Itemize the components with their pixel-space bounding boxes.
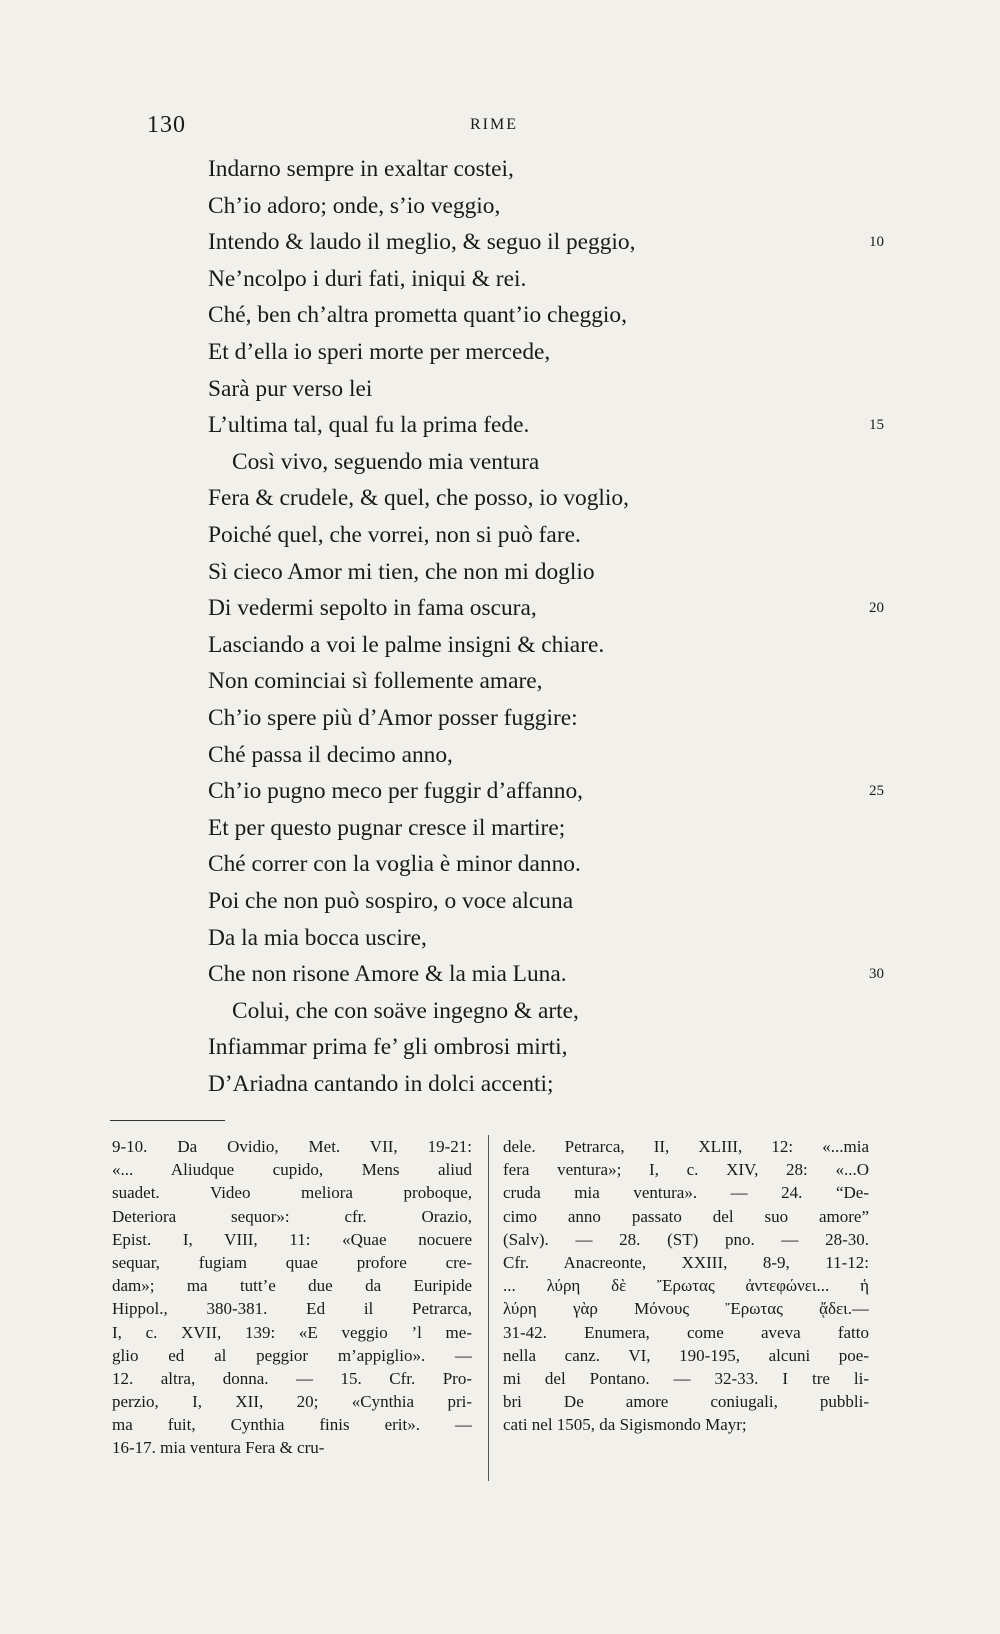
verse-line: Lasciando a voi le palme insigni & chiare. (208, 631, 605, 658)
verse-line: Non cominciai sì follemente amare, (208, 668, 543, 695)
footnote-line: cimo anno passato del suo amore” (503, 1206, 869, 1226)
verse-line: Così vivo, seguendo mia ventura (232, 448, 540, 475)
footnote-line: sequar, fugiam quae profore cre- (112, 1252, 472, 1272)
footnote-line: nella canz. VI, 190-195, alcuni poe- (503, 1345, 869, 1365)
footnote-line: «... Aliudque cupido, Mens aliud (112, 1160, 472, 1180)
line-number: 10 (869, 234, 884, 251)
line-number: 30 (869, 966, 884, 983)
verse-line: Ch’io pugno meco per fuggir d’affanno, (208, 778, 584, 805)
line-number: 25 (869, 783, 884, 800)
verse-line: Ché, ben ch’altra prometta quant’io cheggio, (208, 302, 627, 329)
footnote-rule (110, 1120, 225, 1121)
footnote-line: Deteriora sequor»: cfr. Orazio, (112, 1206, 472, 1226)
footnote-line: dam»; ma tutt’e due da Euripide (112, 1276, 472, 1296)
footnote-line: ma fuit, Cynthia finis erit». — (112, 1415, 472, 1435)
footnote-line: Epist. I, VIII, 11: «Quae nocuere (112, 1229, 472, 1249)
running-head: RIME (470, 116, 518, 133)
line-number: 15 (869, 417, 884, 434)
footnote-line: ... λύρη δὲ Ἔρωτας ἀντεφώνει... ἡ (503, 1276, 869, 1296)
verse-line: Et d’ella io speri morte per mercede, (208, 339, 551, 365)
verse-line: Ch’io adoro; onde, s’io veggio, (208, 192, 501, 219)
footnote-line: dele. Petrarca, II, XLIII, 12: «...mia (503, 1137, 869, 1156)
verse-line: Sarà pur verso lei (208, 375, 373, 402)
verse-line: Ché correr con la voglia è minor danno. (208, 851, 581, 878)
footnote-line: glio ed al peggior m’appiglio». — (112, 1345, 472, 1365)
verse-line: Et per questo pugnar cresce il martire; (208, 814, 566, 841)
verse-line: L’ultima tal, qual fu la prima fede. (208, 412, 530, 439)
footnote-line: I, c. XVII, 139: «E veggio ’l me- (112, 1322, 472, 1342)
verse-line: Ne’ncolpo i duri fati, iniqui & rei. (208, 265, 527, 292)
footnote-line: mi del Pontano. — 32-33. I tre li- (503, 1368, 869, 1388)
footnote-line: Cfr. Anacreonte, XXIII, 8-9, 11-12: (503, 1252, 869, 1272)
verse-line: Che non risone Amore & la mia Luna. (208, 961, 567, 988)
verse-line: Sì cieco Amor mi tien, che non mi doglio (208, 558, 595, 585)
verse-line: Colui, che con soäve ingegno & arte, (232, 997, 579, 1024)
verse-line: Poiché quel, che vorrei, non si può fare. (208, 522, 581, 548)
line-number: 20 (869, 600, 884, 617)
verse-line: Da la mia bocca uscire, (208, 924, 427, 951)
footnote-line: 9-10. Da Ovidio, Met. VII, 19-21: (112, 1137, 472, 1156)
page-number: 130 (147, 112, 186, 138)
verse-line: Ch’io spere più d’Amor posser fuggire: (208, 705, 578, 731)
footnote-line: perzio, I, XII, 20; «Cynthia pri- (112, 1392, 472, 1412)
footnote-line: cruda mia ventura». — 24. “De- (503, 1183, 869, 1203)
verse-line: Di vedermi sepolto in fama oscura, (208, 595, 537, 622)
footnote-line: 31-42. Enumera, come aveva fatto (503, 1322, 869, 1342)
verse-line: Poi che non può sospiro, o voce alcuna (208, 888, 574, 914)
footnote-line: cati nel 1505, da Sigismondo Mayr; (503, 1415, 747, 1435)
footnote-line: 16-17. mia ventura Fera & cru- (112, 1438, 325, 1458)
verse-line: D’Ariadna cantando in dolci accenti; (208, 1071, 554, 1097)
footnote-line: Hippol., 380-381. Ed il Petrarca, (112, 1299, 472, 1319)
verse-line: Fera & crudele, & quel, che posso, io voglio, (208, 485, 629, 512)
footnote-line: 12. altra, donna. — 15. Cfr. Pro- (112, 1368, 472, 1388)
footnote-line: (Salv). — 28. (ST) pno. — 28-30. (503, 1229, 869, 1249)
page-header (0, 112, 1000, 142)
verse-line: Infiammar prima fe’ gli ombrosi mirti, (208, 1034, 568, 1061)
verse-line: Ché passa il decimo anno, (208, 741, 453, 768)
footnote-line: suadet. Video meliora proboque, (112, 1183, 472, 1203)
footnote-line: λύρη γὰρ Μόνους Ἔρωτας ᾄδει.— (503, 1299, 869, 1319)
verse-line: Indarno sempre in exaltar costei, (208, 156, 514, 182)
footnote-line: bri De amore coniugali, pubbli- (503, 1392, 869, 1412)
footnote-line: fera ventura»; I, c. XIV, 28: «...O (503, 1160, 869, 1180)
verse-line: Intendo & laudo il meglio, & seguo il peggio, (208, 229, 636, 256)
footnotes-left-column (112, 1135, 472, 1460)
footnotes-right-column (503, 1135, 869, 1436)
footnote-column-divider (488, 1135, 489, 1481)
